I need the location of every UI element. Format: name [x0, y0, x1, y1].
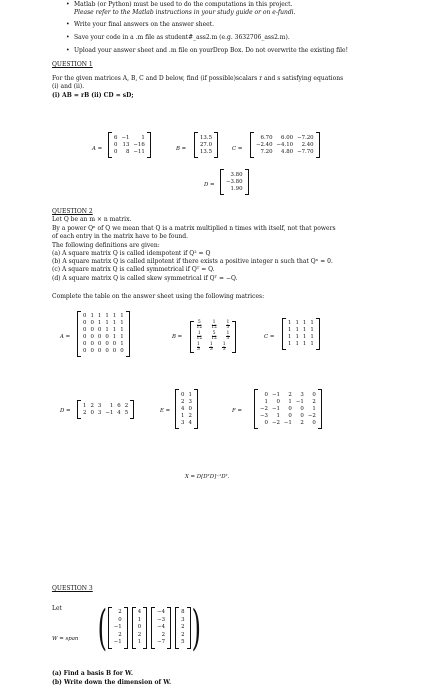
question-1-intro: For the given matrices A, B, C and D below, find (if possible)scalars r and s satisfying equations — [52, 75, 344, 82]
vector-entry: 0 — [137, 624, 142, 631]
matrix-cell: 1 — [288, 334, 292, 340]
vector-entry: −3 — [157, 616, 166, 623]
matrix-cell: 1 — [105, 327, 109, 333]
matrix-cell: 0 — [288, 412, 292, 419]
q3-part-a: (a) Find a basis B for W. — [52, 670, 133, 677]
matrix-cell: 0 — [114, 141, 118, 148]
question-2-heading: QUESTION 2 — [52, 208, 93, 215]
matrix-row — [254, 142, 316, 149]
matrix-a-label: A = — [60, 334, 71, 340]
matrix-cell: 1 — [310, 334, 314, 340]
q3-let: Let — [52, 605, 62, 612]
fraction-cell — [226, 332, 230, 342]
matrix-a-label: A = — [92, 146, 103, 152]
matrix-cell: 1 — [112, 320, 117, 326]
matrix-row — [286, 334, 316, 341]
matrix-q2-c — [282, 318, 320, 350]
matrix-cell: 7.20 — [260, 148, 273, 155]
q2-line: (d) A square matrix Q is called skew symmetrical if Qᵀ = −Q. — [52, 275, 238, 282]
vector-entry: 3 — [181, 616, 185, 623]
fraction-numerator: 5 — [197, 319, 201, 325]
matrix-row — [179, 406, 194, 413]
matrix-cell: 27.0 — [200, 141, 213, 148]
question-1-heading: QUESTION 1 — [52, 61, 93, 68]
matrix-cell: 0 — [112, 341, 117, 347]
matrix-d-label: D = — [204, 182, 215, 188]
matrix-cell: 1 — [141, 134, 145, 141]
matrix-cell: 1 — [310, 320, 314, 326]
matrix-cell: −3.80 — [226, 178, 243, 185]
fraction-cell — [222, 343, 226, 353]
matrix-row — [112, 149, 147, 156]
fraction-numerator: 1 — [212, 319, 216, 325]
matrix-cell: 2.40 — [301, 141, 314, 148]
matrix-cell: 0 — [90, 341, 94, 347]
matrix-f-label: F = — [232, 408, 242, 414]
matrix-cell: 1 — [312, 405, 316, 412]
matrix-cell: 0 — [90, 409, 94, 416]
matrix-cell: 6 — [114, 134, 118, 141]
matrix-cell: −7.70 — [297, 148, 314, 155]
matrix-cell: 1 — [302, 334, 307, 340]
matrix-row — [254, 135, 316, 142]
matrix-q1-a — [108, 132, 151, 158]
matrix-cell: −1 — [271, 391, 280, 398]
q2-line: The following definitions are given: — [52, 242, 160, 249]
vector-entry: −1 — [113, 639, 122, 646]
matrix-cell: 2 — [90, 402, 94, 409]
fraction-denominator: 12 — [196, 336, 203, 341]
matrix-cell: 1.90 — [230, 185, 243, 192]
vector-entry: 2 — [118, 609, 122, 616]
matrix-cell: 5 — [124, 409, 129, 416]
matrix-cell: −3 — [260, 412, 268, 419]
matrix-cell: 1 — [288, 320, 292, 326]
matrix-cell: 1 — [97, 313, 102, 319]
vector-entry: −4 — [157, 609, 166, 616]
matrix-cell: 0 — [114, 148, 118, 155]
vector-entry: 8 — [181, 609, 185, 616]
matrix-cell: 4 — [188, 419, 192, 426]
matrix-c-label: C = — [232, 146, 243, 152]
matrix-cell: 1 — [295, 341, 299, 347]
matrix-row — [81, 320, 126, 327]
matrix-cell: 0 — [105, 341, 109, 347]
vector-entry: 2 — [181, 624, 185, 631]
q2-line: (c) A square matrix Q is called symmetrical if Qᵀ = Q. — [52, 266, 215, 273]
vector-entry: 1 — [137, 639, 142, 646]
matrix-e-label: E = — [160, 408, 171, 414]
matrix-row — [198, 135, 214, 142]
fraction-denominator: 3 — [226, 325, 230, 330]
matrix-cell: 1 — [97, 320, 102, 326]
matrix-cell: −1 — [271, 405, 280, 412]
x-equation: X = D[DᵀD]⁻¹Dᵀ. — [185, 474, 230, 480]
matrix-cell: 2 — [188, 412, 192, 419]
matrix-cell: −16 — [133, 141, 145, 148]
matrix-cell: 8 — [125, 148, 130, 155]
matrix-cell: −11 — [133, 148, 145, 155]
matrix-cell: 1 — [120, 327, 124, 333]
matrix-cell: 0 — [90, 327, 94, 333]
matrix-q2-d — [77, 400, 134, 419]
matrix-row — [81, 403, 130, 410]
matrix-cell: 0 — [188, 405, 192, 412]
matrix-cell: 1 — [264, 398, 268, 405]
matrix-cell: 0 — [312, 391, 316, 398]
instruction-item: Please refer to the Matlab instructions in your study guide or on e-fundi. — [74, 9, 296, 16]
matrix-cell: 1 — [181, 412, 185, 419]
matrix-row — [112, 135, 147, 142]
matrix-cell: 3 — [97, 409, 102, 416]
matrix-row — [179, 420, 194, 427]
fraction-cell — [209, 343, 213, 353]
matrix-cell: 6.00 — [281, 134, 294, 141]
matrix-row — [195, 343, 231, 353]
matrix-cell: 0 — [83, 320, 87, 326]
matrix-cell: −7.20 — [297, 134, 314, 141]
matrix-cell: 3 — [97, 402, 102, 409]
matrix-row — [81, 313, 126, 320]
matrix-cell: 1 — [295, 327, 299, 333]
matrix-q2-b — [190, 320, 236, 353]
vector-entry: −1 — [113, 624, 122, 631]
matrix-cell: 1 — [105, 313, 109, 319]
matrix-row — [258, 392, 318, 399]
matrix-cell: 0 — [90, 320, 94, 326]
vector-entry: 1 — [137, 616, 142, 623]
matrix-cell: −4.10 — [276, 141, 294, 148]
matrix-cell: 0 — [83, 327, 87, 333]
matrix-cell: 3 — [181, 419, 185, 426]
span-vector — [132, 607, 147, 649]
matrix-cell: 6.70 — [260, 134, 273, 141]
left-paren-icon: ( — [97, 600, 108, 656]
matrix-cell: 1 — [295, 334, 299, 340]
matrix-cell: 2 — [288, 391, 292, 398]
matrix-cell: 0 — [264, 391, 268, 398]
vector-entry: 5 — [181, 639, 185, 646]
matrix-cell: 4 — [117, 409, 121, 416]
matrix-q1-b — [194, 132, 218, 158]
matrix-cell: 1 — [120, 341, 124, 347]
matrix-cell: 4 — [181, 405, 185, 412]
matrix-cell: 1 — [288, 341, 292, 347]
vector-entry: 2 — [181, 631, 185, 638]
w-span-label: W = span — [52, 636, 79, 642]
matrix-cell: 2 — [124, 402, 129, 409]
matrix-row — [258, 406, 318, 413]
matrix-d-label: D = — [60, 408, 71, 414]
fraction-cell — [197, 332, 203, 342]
matrix-cell: 0 — [312, 419, 316, 426]
matrix-cell: 1 — [288, 327, 292, 333]
matrix-cell: 0 — [300, 405, 304, 412]
matrix-cell: 0 — [97, 348, 102, 354]
matrix-cell: 2 — [300, 419, 304, 426]
matrix-cell: 0 — [83, 334, 87, 340]
matrix-cell: 2 — [181, 398, 185, 405]
fraction-cell — [197, 343, 201, 353]
vector-entry: 2 — [118, 631, 122, 638]
matrix-row — [81, 410, 130, 417]
fraction-cell — [211, 332, 217, 342]
vector-entry: 2 — [161, 631, 166, 638]
matrix-cell: 0 — [120, 348, 124, 354]
question-1-parts: (i) AB = rB (ii) CD = sD; — [52, 92, 134, 99]
matrix-cell: 0 — [97, 341, 102, 347]
fraction-denominator: 12 — [211, 325, 217, 330]
matrix-cell: 2 — [312, 398, 316, 405]
matrix-cell: 2 — [83, 409, 87, 416]
matrix-q1-c — [250, 132, 320, 158]
matrix-cell: 0 — [264, 419, 268, 426]
vector-entry: 4 — [137, 609, 142, 616]
matrix-q2-f — [254, 389, 322, 429]
matrix-cell: 0 — [83, 348, 87, 354]
matrix-cell: 13.5 — [200, 134, 213, 141]
matrix-cell: 13 — [122, 141, 130, 148]
fraction-cell — [211, 321, 217, 331]
vector-entry: 0 — [118, 616, 122, 623]
matrix-cell: 0 — [181, 391, 185, 398]
matrix-row — [81, 334, 126, 341]
matrix-cell: −2 — [260, 405, 268, 412]
q2-line: (b) A square matrix Q is called nilpotent if there exists a positive integer n such that Qⁿ = 0. — [52, 258, 333, 265]
fraction-denominator: 12 — [196, 325, 203, 330]
matrix-c-label: C = — [264, 334, 275, 340]
matrix-row — [258, 413, 318, 420]
matrix-cell: 1 — [188, 391, 192, 398]
matrix-cell: −2 — [307, 412, 316, 419]
matrix-cell: 0 — [105, 334, 109, 340]
question-3-heading: QUESTION 3 — [52, 585, 93, 592]
instruction-item: • Upload your answer sheet and .m file on yourDrop Box. Do not overwrite the existing file! — [74, 47, 348, 54]
fraction-cell — [226, 321, 230, 331]
matrix-row — [198, 142, 214, 149]
instruction-item: • Write your final answers on the answer sheet. — [74, 21, 214, 28]
matrix-row — [254, 149, 316, 156]
matrix-cell: 4.80 — [281, 148, 294, 155]
matrix-cell: 1 — [302, 341, 307, 347]
matrix-row — [195, 321, 231, 331]
matrix-cell: 0 — [276, 398, 280, 405]
fraction-numerator: 1 — [209, 341, 213, 347]
matrix-cell: 0 — [90, 334, 94, 340]
fraction-denominator: 3 — [197, 347, 200, 352]
matrix-row — [179, 413, 194, 420]
matrix-q1-d — [220, 169, 249, 195]
span-vector — [175, 607, 190, 649]
fraction-numerator: 1 — [226, 319, 230, 325]
matrix-cell: 0 — [105, 348, 109, 354]
matrix-cell: 0 — [83, 341, 87, 347]
right-paren-icon: ) — [191, 600, 201, 656]
q2-line: By a power Qⁿ of Q we mean that Q is a matrix multiplied n times with itself, not that powers — [52, 225, 336, 232]
matrix-row — [112, 142, 147, 149]
matrix-row — [81, 348, 126, 355]
matrix-row — [81, 341, 126, 348]
matrix-row — [224, 172, 245, 179]
matrix-cell: 1 — [90, 313, 94, 319]
matrix-q2-e — [175, 389, 198, 429]
fraction-cell — [197, 321, 203, 331]
matrix-cell: −1 — [295, 398, 304, 405]
matrix-row — [224, 179, 245, 186]
matrix-cell: 1 — [112, 313, 117, 319]
matrix-b-label: B = — [172, 334, 183, 340]
matrix-cell: −2 — [271, 419, 280, 426]
q2-line: Let Q be an m × n matrix. — [52, 216, 132, 223]
matrix-cell: −1 — [283, 419, 292, 426]
matrix-b-label: B = — [176, 146, 187, 152]
matrix-cell: 1 — [288, 398, 292, 405]
fraction-numerator: 1 — [222, 341, 226, 347]
matrix-row — [179, 399, 194, 406]
fraction-denominator: 3 — [226, 336, 230, 341]
matrix-cell: 3 — [188, 398, 192, 405]
matrix-cell: 6 — [117, 402, 121, 409]
matrix-row — [224, 186, 245, 193]
instruction-item: • Save your code in a .m file as student#_ass2.m (e.g. 3632706_ass2.m). — [74, 34, 290, 41]
matrix-cell: 1 — [120, 313, 124, 319]
matrix-cell: 1 — [105, 320, 109, 326]
matrix-cell: 0 — [112, 348, 117, 354]
matrix-cell: 1 — [109, 402, 114, 409]
span-vector — [108, 607, 128, 649]
question-1-intro-2: (i) and (ii). — [52, 83, 85, 90]
matrix-cell: −2.40 — [256, 141, 273, 148]
vector-entry: −4 — [157, 624, 166, 631]
matrix-cell: −1 — [121, 134, 130, 141]
matrix-cell: 0 — [97, 334, 102, 340]
matrix-row — [258, 399, 318, 406]
fraction-denominator: 3 — [209, 347, 213, 352]
matrix-q2-a — [77, 311, 130, 357]
matrix-row — [286, 341, 316, 348]
matrix-cell: 1 — [120, 334, 124, 340]
vector-entry: 2 — [137, 631, 142, 638]
matrix-cell: 1 — [120, 320, 124, 326]
matrix-row — [258, 420, 318, 427]
matrix-row — [286, 320, 316, 327]
q2-complete-instruction: Complete the table on the answer sheet using the following matrices: — [52, 293, 265, 300]
matrix-cell: 0 — [300, 412, 304, 419]
matrix-cell: 1 — [310, 341, 314, 347]
matrix-row — [198, 149, 214, 156]
fraction-denominator: 12 — [211, 336, 217, 341]
matrix-cell: 3 — [300, 391, 304, 398]
matrix-row — [286, 327, 316, 334]
instruction-item: • Matlab (or Python) must be used to do the computations in this project. — [74, 1, 292, 8]
fraction-numerator: 1 — [197, 330, 201, 336]
matrix-cell: 1 — [310, 327, 314, 333]
matrix-row — [81, 327, 126, 334]
q2-line: (a) A square matrix Q is called idempotent if Q² = Q — [52, 250, 211, 257]
matrix-cell: 3.80 — [230, 171, 243, 178]
matrix-cell: 1 — [112, 327, 117, 333]
matrix-cell: 0 — [90, 348, 94, 354]
vector-entry: −7 — [157, 639, 166, 646]
matrix-cell: 1 — [83, 402, 87, 409]
matrix-row — [195, 332, 231, 342]
matrix-cell: 1 — [302, 327, 307, 333]
matrix-row — [179, 392, 194, 399]
q2-line: of each entry in the matrix have to be found. — [52, 233, 188, 240]
matrix-cell: 0 — [97, 327, 102, 333]
matrix-cell: 1 — [112, 334, 117, 340]
matrix-cell: 1 — [295, 320, 299, 326]
q3-part-b: (b) Write down the dimension of W. — [52, 679, 172, 686]
matrix-cell: 0 — [288, 405, 292, 412]
fraction-denominator: 3 — [222, 347, 226, 352]
matrix-cell: 1 — [302, 320, 307, 326]
matrix-cell: 1 — [276, 412, 280, 419]
fraction-numerator: 5 — [212, 330, 216, 336]
span-vectors — [93, 600, 205, 656]
span-vector — [151, 607, 171, 649]
matrix-cell: −1 — [105, 409, 114, 416]
fraction-numerator: 1 — [226, 330, 230, 336]
matrix-cell: 13.5 — [200, 148, 213, 155]
fraction-numerator: 1 — [197, 341, 200, 347]
matrix-cell: 0 — [83, 313, 87, 319]
